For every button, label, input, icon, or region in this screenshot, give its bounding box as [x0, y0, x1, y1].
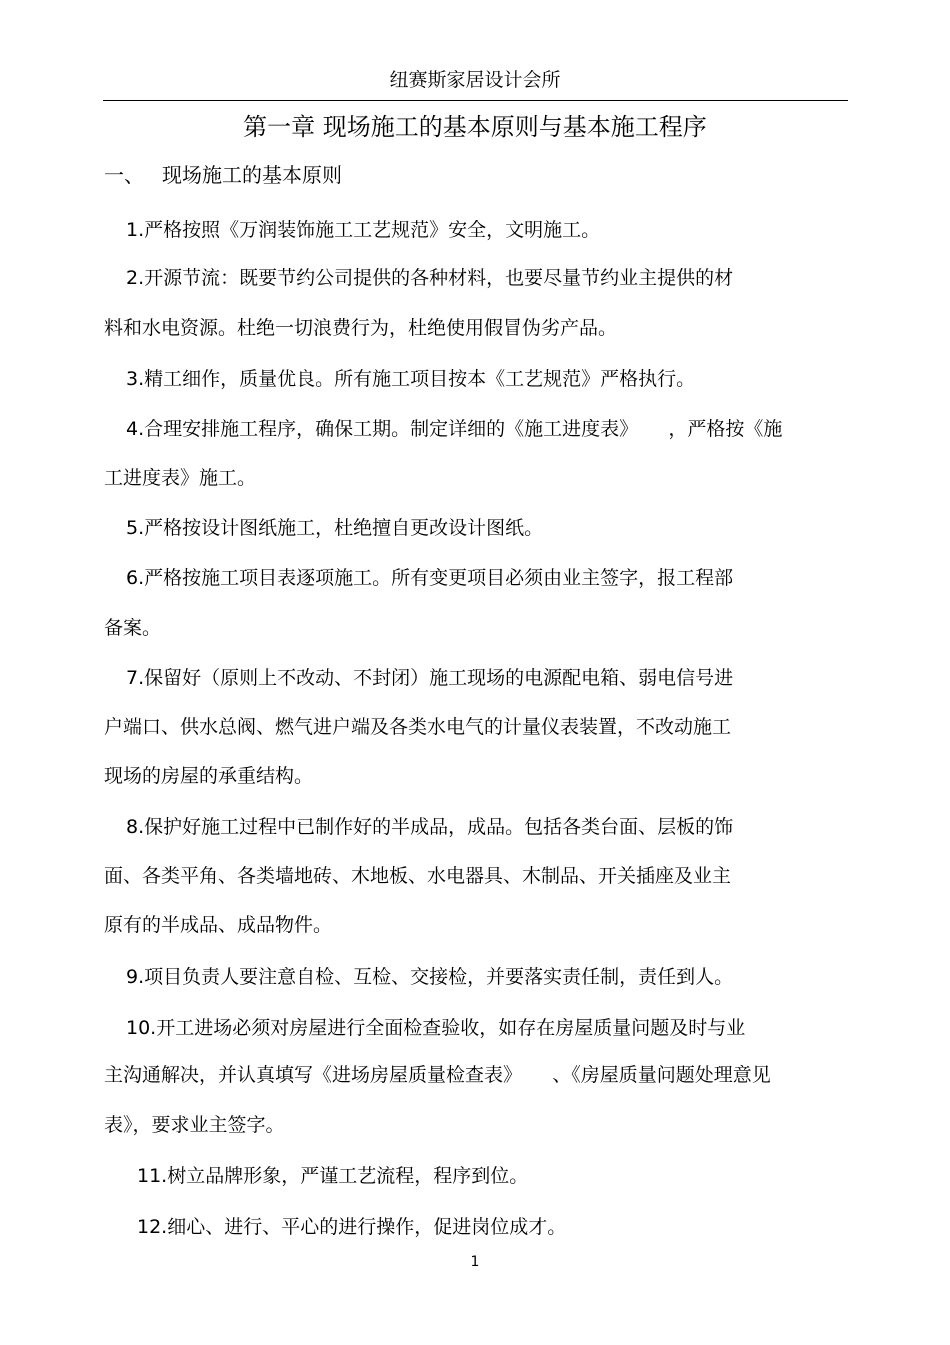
item-8-line-1: 8.保护好施工过程中已制作好的半成品，成品。包括各类台面、层板的饰 — [126, 816, 734, 838]
item-2-line-2: 料和水电资源。杜绝一切浪费行为，杜绝使用假冒伪劣产品。 — [104, 317, 618, 339]
item-1-line-1: 1.严格按照《万润装饰施工工艺规范》安全，文明施工。 — [126, 219, 601, 241]
item-12-line-1: 12.细心、进行、平心的进行操作，促进岗位成才。 — [137, 1216, 567, 1238]
item-8-line-2: 面、各类平角、各类墙地砖、木地板、水电器具、木制品、开关插座及业主 — [104, 865, 732, 887]
page-number: 1 — [470, 1254, 480, 1270]
item-6-line-1: 6.严格按施工项目表逐项施工。所有变更项目必须由业主签字，报工程部 — [126, 567, 734, 589]
item-3-line-1: 3.精工细作，质量优良。所有施工项目按本《工艺规范》严格执行。 — [126, 368, 696, 390]
item-4-line-2: 工进度表》施工。 — [104, 467, 257, 489]
item-10-line-2: 主沟通解决，并认真填写《进场房屋质量检查表》 、《房屋质量问题处理意见 — [104, 1064, 771, 1086]
item-11-line-1: 11.树立品牌形象，严谨工艺流程，程序到位。 — [137, 1165, 529, 1187]
item-5-line-1: 5.严格按设计图纸施工，杜绝擅自更改设计图纸。 — [126, 517, 544, 539]
chapter-title: 第一章 现场施工的基本原则与基本施工程序 — [243, 113, 707, 141]
item-10-line-1: 10.开工进场必须对房屋进行全面检查验收，如存在房屋质量问题及时与业 — [126, 1017, 746, 1039]
page-header: 纽赛斯家居设计会所 — [389, 69, 561, 91]
item-7-line-3: 现场的房屋的承重结构。 — [104, 765, 314, 787]
item-9-line-1: 9.项目负责人要注意自检、互检、交接检，并要落实责任制，责任到人。 — [126, 966, 734, 988]
section-title: 现场施工的基本原则 — [162, 163, 342, 187]
item-7-line-1: 7.保留好（原则上不改动、不封闭）施工现场的电源配电箱、弱电信号进 — [126, 667, 734, 689]
item-2-line-1: 2.开源节流：既要节约公司提供的各种材料，也要尽量节约业主提供的材 — [126, 267, 734, 289]
section-number: 一、 — [104, 163, 144, 187]
item-6-line-2: 备案。 — [104, 617, 162, 639]
header-divider — [103, 100, 848, 101]
item-4-line-1: 4.合理安排施工程序，确保工期。制定详细的《施工进度表》 ，严格按《施 — [126, 418, 783, 440]
item-8-line-3: 原有的半成品、成品物件。 — [104, 914, 333, 936]
section-heading — [104, 160, 342, 190]
item-7-line-2: 户端口、供水总阀、燃气进户端及各类水电气的计量仪表装置，不改动施工 — [104, 716, 732, 738]
item-10-line-3: 表》，要求业主签字。 — [104, 1114, 285, 1136]
